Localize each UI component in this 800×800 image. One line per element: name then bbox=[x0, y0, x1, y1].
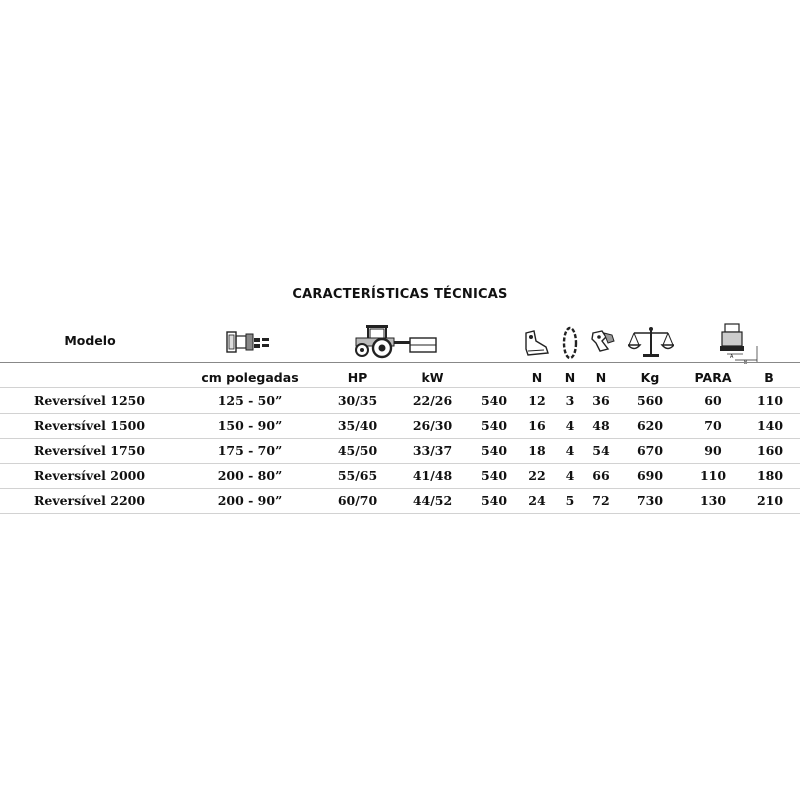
weight-cell: 560 bbox=[636, 393, 664, 408]
blades-cell: 12 bbox=[528, 393, 546, 408]
unit-blades: N bbox=[531, 370, 543, 385]
model-cell: Reversível 1500 bbox=[34, 418, 146, 433]
shift-b-cell: 140 bbox=[756, 418, 784, 433]
chains-cell: 5 bbox=[565, 493, 575, 508]
table-row bbox=[0, 389, 800, 413]
shift-a-cell: 60 bbox=[704, 393, 722, 408]
width-cell: 150 - 90” bbox=[217, 418, 283, 433]
chain-icon bbox=[560, 325, 580, 361]
hp-cell: 55/65 bbox=[337, 468, 378, 483]
side-shift-icon bbox=[713, 322, 759, 366]
blade-icon bbox=[522, 329, 550, 359]
weight-cell: 620 bbox=[636, 418, 664, 433]
hp-cell: 60/70 bbox=[337, 493, 378, 508]
hp-cell: 35/40 bbox=[337, 418, 378, 433]
hp-cell: 45/50 bbox=[337, 443, 378, 458]
units-divider bbox=[0, 387, 800, 388]
row-divider bbox=[0, 513, 800, 514]
rpm-cell: 540 bbox=[480, 468, 508, 483]
model-cell: Reversível 1750 bbox=[34, 443, 146, 458]
chains-cell: 4 bbox=[565, 468, 575, 483]
rpm-cell: 540 bbox=[480, 393, 508, 408]
hammers-cell: 54 bbox=[592, 443, 610, 458]
model-cell: Reversível 2200 bbox=[34, 493, 146, 508]
blades-cell: 22 bbox=[528, 468, 546, 483]
rpm-cell: 540 bbox=[480, 443, 508, 458]
unit-width: cm polegadas bbox=[201, 370, 299, 385]
hammers-cell: 48 bbox=[592, 418, 610, 433]
blades-cell: 24 bbox=[528, 493, 546, 508]
width-cell: 200 - 80” bbox=[217, 468, 283, 483]
weight-cell: 690 bbox=[636, 468, 664, 483]
kw-cell: 22/26 bbox=[412, 393, 453, 408]
hammers-cell: 72 bbox=[592, 493, 610, 508]
diagram-label-a: A bbox=[730, 354, 734, 360]
kw-cell: 26/30 bbox=[412, 418, 453, 433]
hammer-icon bbox=[590, 329, 616, 353]
table-row bbox=[0, 439, 800, 463]
table-row bbox=[0, 464, 800, 488]
width-cell: 175 - 70” bbox=[217, 443, 283, 458]
shift-a-cell: 110 bbox=[699, 468, 727, 483]
chains-cell: 4 bbox=[565, 418, 575, 433]
hammers-cell: 36 bbox=[592, 393, 610, 408]
table-row bbox=[0, 489, 800, 513]
chains-cell: 3 bbox=[565, 393, 575, 408]
header-divider bbox=[0, 362, 800, 363]
model-cell: Reversível 1250 bbox=[34, 393, 146, 408]
model-header: Modelo bbox=[64, 333, 116, 348]
unit-hp: HP bbox=[347, 370, 368, 385]
kw-cell: 33/37 bbox=[412, 443, 453, 458]
shift-b-cell: 210 bbox=[756, 493, 784, 508]
tractor-icon bbox=[352, 323, 438, 359]
kw-cell: 44/52 bbox=[412, 493, 453, 508]
unit-shift-a: PARA bbox=[694, 370, 732, 385]
width-cell: 200 - 90” bbox=[217, 493, 283, 508]
unit-hammers: N bbox=[595, 370, 607, 385]
unit-chains: N bbox=[564, 370, 576, 385]
blades-cell: 16 bbox=[528, 418, 546, 433]
rotor-width-icon bbox=[225, 328, 271, 356]
diagram-label-b: B bbox=[744, 360, 748, 366]
shift-a-cell: 70 bbox=[704, 418, 722, 433]
unit-weight: Kg bbox=[640, 370, 660, 385]
table-row bbox=[0, 414, 800, 438]
rpm-cell: 540 bbox=[480, 493, 508, 508]
shift-b-cell: 160 bbox=[756, 443, 784, 458]
unit-kw: kW bbox=[421, 370, 444, 385]
blades-cell: 18 bbox=[528, 443, 546, 458]
weight-cell: 670 bbox=[636, 443, 664, 458]
weight-cell: 730 bbox=[636, 493, 664, 508]
shift-a-cell: 90 bbox=[704, 443, 722, 458]
hp-cell: 30/35 bbox=[337, 393, 378, 408]
rpm-cell: 540 bbox=[480, 418, 508, 433]
shift-b-cell: 180 bbox=[756, 468, 784, 483]
shift-b-cell: 110 bbox=[756, 393, 784, 408]
unit-shift-b: B bbox=[764, 370, 774, 385]
kw-cell: 41/48 bbox=[412, 468, 453, 483]
chains-cell: 4 bbox=[565, 443, 575, 458]
model-cell: Reversível 2000 bbox=[34, 468, 146, 483]
shift-a-cell: 130 bbox=[699, 493, 727, 508]
hammers-cell: 66 bbox=[592, 468, 610, 483]
page-title: CARACTERÍSTICAS TÉCNICAS bbox=[292, 287, 508, 302]
scale-icon bbox=[628, 325, 674, 359]
width-cell: 125 - 50” bbox=[217, 393, 283, 408]
